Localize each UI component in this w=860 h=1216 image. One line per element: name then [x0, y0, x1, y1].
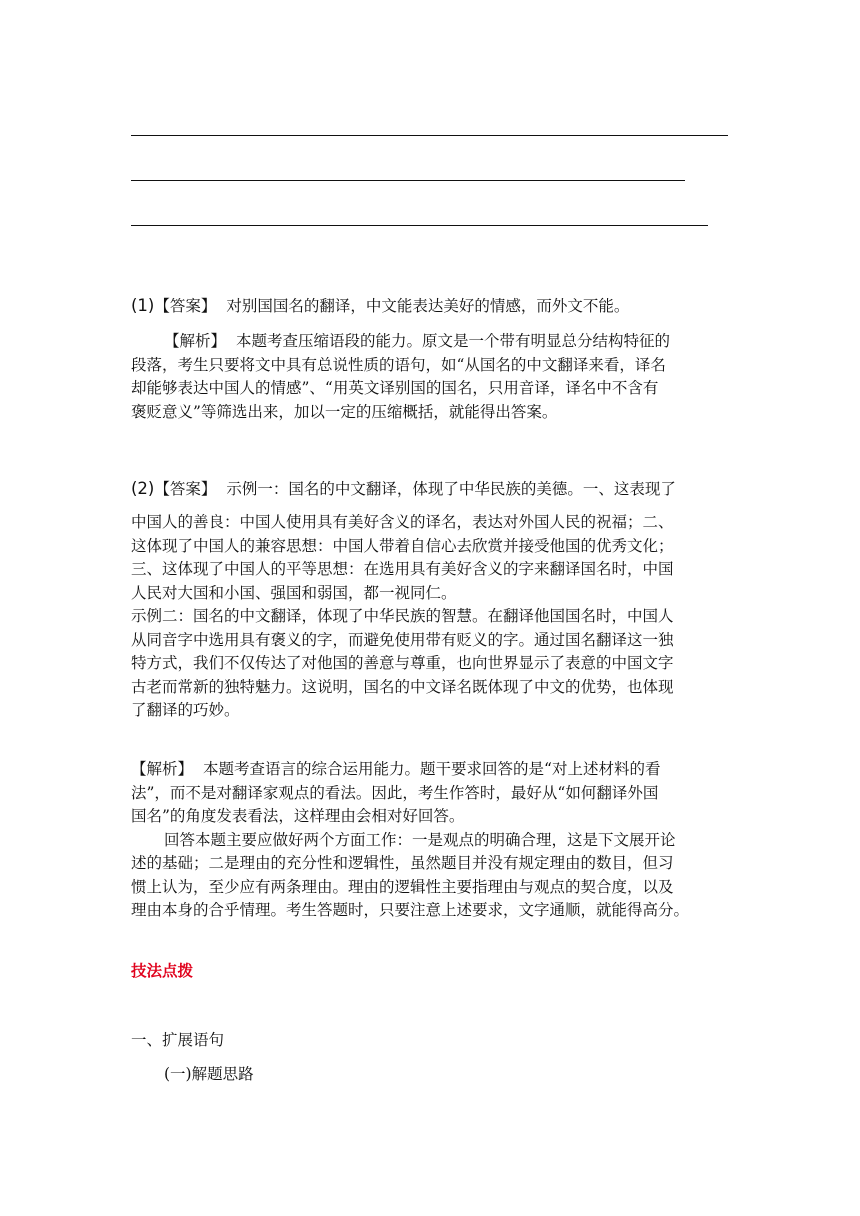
- example-line: 从同音字中选用具有褒义的字，而避免使用带有贬义的字。通过国名翻译这一独: [131, 630, 674, 649]
- answer-2-first-line: 示例一：国名的中文翻译，体现了中华民族的美德。一、这表现了: [226, 480, 676, 498]
- analysis-line: 理由本身的合乎情理。考生答题时，只要注意上述要求，文字通顺，就能得高分。: [131, 901, 690, 919]
- example-line: 三、这体现了中国人的平等思想：在选用具有美好含义的字来翻译国名时，中国: [131, 560, 674, 578]
- analysis-line: 回答本题主要应做好两个方面工作：一是观点的明确合理，这是下文展开论: [164, 830, 676, 849]
- answer-2-analysis-tag: 【解析】: [131, 760, 194, 778]
- analysis-line: 本题考查压缩语段的能力。原文是一个带有明显总分结构特征的: [236, 332, 671, 350]
- section-heading-1: 一、扩展语句: [131, 1031, 225, 1049]
- analysis-line: 却能够表达中国人的情感”、“用英文译别国的国名，只用音译，译名中不含有: [131, 379, 659, 397]
- answer-2-number: (2): [131, 479, 155, 498]
- analysis-line: 本题考查语言的综合运用能力。题干要求回答的是“对上述材料的看: [203, 760, 661, 778]
- example-line: 古老而常新的独特魅力。这说明，国名的中文译名既体现了中文的优势，也体现: [131, 677, 674, 696]
- answer-blank-line-1: [131, 135, 728, 136]
- answer-blank-line-3: [131, 225, 708, 226]
- example-line: 示例二：国名的中文翻译，体现了中华民族的智慧。在翻译他国国名时，中国人: [131, 607, 674, 625]
- section-title: 技法点拨: [131, 962, 194, 980]
- answer-2-analysis: [131, 758, 731, 923]
- example-line: 人民对大国和小国、强国和弱国，都一视同仁。: [131, 583, 457, 602]
- example-line: 中国人的善良：中国人使用具有美好含义的译名，表达对外国人民的祝福；二、: [131, 513, 674, 531]
- answer-1-answer-text: 对别国国名的翻译，中文能表达美好的情感，而外文不能。: [226, 297, 630, 315]
- answer-1-answer-tag: 【答案】: [154, 297, 217, 315]
- answer-1-number: (1): [131, 296, 155, 315]
- answer-1-line: [131, 294, 731, 319]
- analysis-line: 褒贬意义”等筛选出来，加以一定的压缩概括，就能得出答案。: [131, 402, 558, 421]
- answer-blank-line-2: [131, 180, 685, 181]
- analysis-line: 段落，考生只要将文中具有总说性质的语句，如“从国名的中文翻译来看，译名: [131, 355, 666, 374]
- example-line: 特方式，我们不仅传达了对他国的善意与尊重，也向世界显示了表意的中国文字: [131, 654, 674, 672]
- analysis-line: 述的基础；二是理由的充分性和逻辑性，虽然题目并没有规定理由的数目，但习: [131, 854, 674, 872]
- analysis-line: 国名”的角度发表看法，这样理由会相对好回答。: [131, 807, 465, 825]
- answer-1-analysis: [131, 330, 731, 424]
- section-subheading: (一)解题思路: [164, 1065, 254, 1083]
- analysis-line: 法”，而不是对翻译家观点的看法。因此，考生作答时，最好从“如何翻译外国: [131, 783, 659, 802]
- answer-1-analysis-tag: 【解析】: [164, 332, 227, 350]
- answer-2-examples: [131, 511, 731, 723]
- answer-2-answer-tag: 【答案】: [154, 480, 217, 498]
- answer-2-line: [131, 477, 731, 502]
- analysis-line: 惯上认为，至少应有两条理由。理由的逻辑性主要指理由与观点的契合度，以及: [131, 877, 674, 896]
- example-line: 了翻译的巧妙。: [131, 701, 240, 719]
- example-line: 这体现了中国人的兼容思想：中国人带着自信心去欣赏并接受他国的优秀文化；: [131, 536, 674, 555]
